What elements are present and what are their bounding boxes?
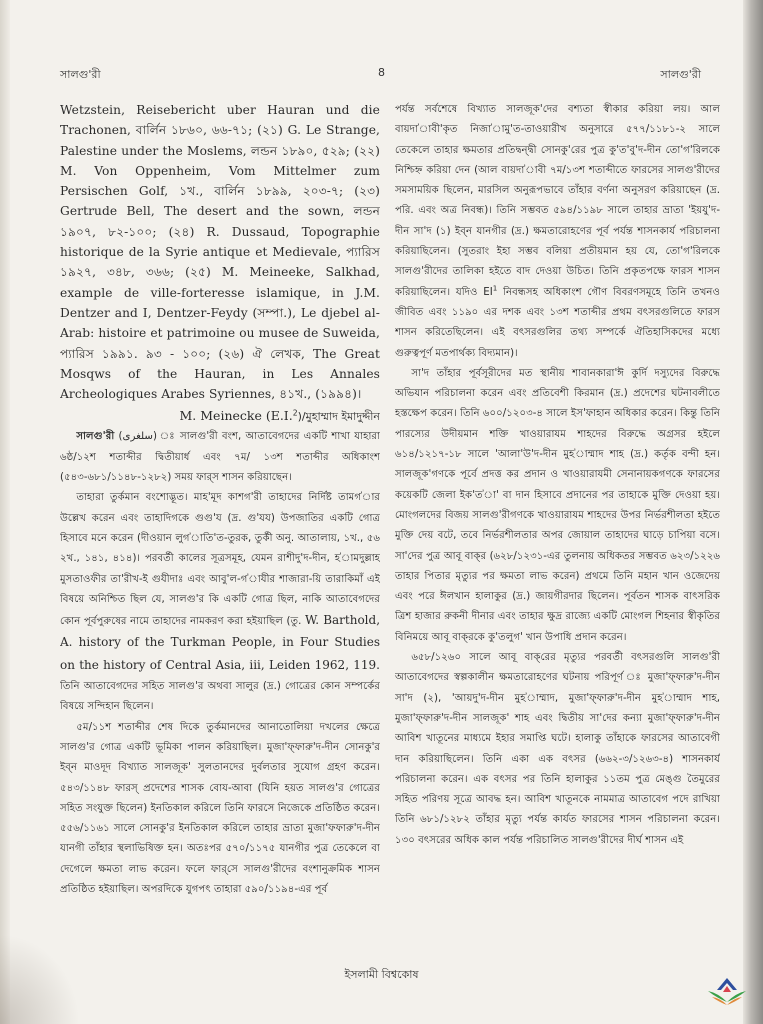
history-paragraph: ৫ম/১১শ শতাব্দীর শেষ দিকে তুর্কমানদের আনাতোলিয়া দখলের ক্ষেত্রে সালগু'র গোত্র একটি ভূমিকা পালন করিয়াছিল। মুজা'ফ্ফারু'দ-দীন সোনকু'র ইব্‌ন মাওদূদ বিখ্যাত সালজূক' সুলতানদের দুর্বলতার সুযোগ গ্রহণ করেন। ৫৪৩/১১৪৮ ফারস্‌ প্রদেশের শাসক বোয-আবা (যিনি হয়ত সালগু'র গোত্রের সহিত সংযুক্ত ছিলেন) ইনতিকাল করিলে তিনি ফারসে নিজেকে প্রতিষ্ঠিত করেন। ৫৫৬/১১৬১ সালে সোনকু'র ইনতিকাল করিলে তাহার ভ্রাতা মুজা'ফফারু'দ-দীন যানগী তাঁহার স্থলাভিষিক্ত হন। অতঃপর ৫৭০/১১৭৫ যানগীর পুত্র তেকেলে বা দেগেলে ক্ষমতা লাভ করেন। ফলে ফার্‌সে সালগু'রীদের বংশানুক্রমিক শাসন প্রতিষ্ঠিত হইয়াছিল। অপরদিকে যুগপৎ তাহারা ৫৯০/১১৯৪-এর পূর্ব bbox=[60, 721, 380, 895]
entry-headword: সালগু'রী bbox=[76, 431, 115, 443]
entry-arabic: (سلغرى) bbox=[118, 431, 157, 443]
right-column bbox=[395, 100, 720, 960]
entry-intro-paragraph bbox=[60, 427, 380, 488]
origin-paragraph bbox=[60, 488, 380, 717]
signature-superscript: 2 bbox=[292, 408, 298, 418]
sad-paragraph: সা'দ তাঁহার পূর্বসূরীদের মত স্থানীয় শাবানকারা'ঈ কুর্দি দস্যুদের বিরুদ্ধে অভিযান পরিচালনা করেন এবং প্রতিবেশী কিরমান (দ্র.) প্রদেশের ঘটনাবলীতে হস্তক্ষেপ করেন। তিনি ৬০০/১২০৩-৪ সালে ইস'ফাহান অধিকার করেন। কিন্তু তিনি পারস্যের উদীয়মান শক্তি খাওয়ারাযম শাহদের বিরুদ্ধে অগ্রসর হইলে ৬১৪/১২১৭-১৮ সালে 'আলা'উ'দ-দীন মুহ'াম্মাদ শাহ (দ্র.) কর্তৃক বন্দী হন। সালজূক'গণকে পূর্বে প্রদত্ত কর প্রদান ও খাওয়ারাযমী সেনানায়কগণকে ফারসের কয়েকটি জেলা ইক'ত'া' বা দান হিসাবে প্রদানের পর তাহাকে মুক্তি দেওয়া হয়। মোংগলদের বিজয় সালগু'রীগণকে খাওয়ারাযম শাহদের উপর নির্ভরশীলতা হইতে মুক্তি দেয় বটে, তবে নির্ভরশীলতার অপর জোয়াল তাহাদের ঘাড়ে চাপিয়া বসে। সা'দের পুত্র আবূ বাক্‌র (৬২৮/১২৩১-এর তুলনায় অধিকতর সম্ভবত ৬২৩/১২২৬ তাহার পিতার মৃত্যুর পর ক্ষমতা লাভ করেন) প্রথমে তিনি মহান খান ওজেদেয় এবং পরে ঈলখান হালাকুর (দ্র.) জায়গীরদার ছিলেন। পূর্বতন শাসক বাৎসরিক ত্রিশ হাজার রুকনী দীনার এবং তাহার ক্ষুদ্র রাজ্যে একটি মোংগল শিহনার স্বীকৃতির বিনিময়ে আবূ বাক্‌রকে কু'তলুগ' খান উপাধি প্রদান করেন। bbox=[395, 367, 720, 643]
barthold-citation: W. Barthold, A. history of the Turkman People, in Four Studies on the history of Central Asia, iii, Leiden 1962, 119. bbox=[60, 613, 380, 672]
logo-inner bbox=[723, 986, 731, 992]
signature-translator: )/মুহাম্মাদ ইমাদুদ্দীন bbox=[297, 410, 380, 424]
book-spine-shadow bbox=[743, 0, 763, 1024]
entry-intro-text: ঃ সালগু'রী বংশ, আতাবেগদের একটি শাখা যাহারা ৬ষ্ঠ/১২শ শতাব্দীর দ্বিতীয়ার্ধ এবং ৭ম/ ১৩শ শতাব্দীর অধিকাংশ (৫৪৩-৬৮১/১১৪৮-১২৮২) সময় ফার্‌স শাসন করিয়াছেন। bbox=[60, 431, 380, 484]
left-column bbox=[60, 100, 380, 960]
article-signature bbox=[60, 406, 380, 427]
bibliography-continued: Wetzstein, Reisebericht uber Hauran und die Trachonen, বার্লিন ১৮৬০, ৬৬-৭১; (২১) G. Le Strange, Palestine under the Moslems, লন্ডন ১৮৯০, ৫২৯; (২২) M. Von Oppenheim, Vom Mittelmer zum Persischen Golf, ১খ., বার্লিন ১৮৯৯, ২০৩-৭; (২৩) Gertrude Bell, The desert and the sown, লন্ডন ১৯০৭, ৮২-১০০; (২৪) R. Dussaud, Topographie historique de la Syrie antique et Medievale, প্যারিস ১৯২৭, ৩৪৮, ৩৬৬; (২৫) M. Meineeke, Salkhad, example de ville-forteresse islamique, in J.M. Dentzer and I, Dentzer-Feydy (সম্পা.), Le djebel al-Arab: histoire et patrimoine ou musee de Suweida, প্যারিস ১৯৯১. ৯৩ - ১০০; (২৬) ঐ লেখক, The Great Mosqws of the Hauran, in Les Annales Archeologiques Arabes Syriennes, ৪১খ., (১৯৯৪)। bbox=[60, 103, 380, 402]
running-head-right: সালগু'রী bbox=[660, 68, 701, 81]
running-head-left: সালগু'রী bbox=[60, 68, 101, 81]
page-number: 8 bbox=[378, 66, 385, 79]
ei-superscript: 1 bbox=[492, 283, 498, 293]
page-edge-left bbox=[0, 0, 10, 1024]
origin-text-end: তিনি আতাবেগদের সহিত সালগু'র অথবা সালুর (দ্র.) গোত্রের কোন সম্পর্কের বিষয়ে সন্দিহান ছিলেন। bbox=[60, 681, 380, 713]
book-logo-icon bbox=[704, 976, 750, 1008]
continued-text: পর্যন্ত সর্বশেষে বিখ্যাত সালজূক'দের বশ্যতা স্বীকার করিয়া লয়। আল বায়দা'াবী'কৃত নিজা'ামু'ত-তাওয়ারীখ অনুসারে ৫৭৭/১১৮১-২ সালে তেকেলে তাহার ক্ষমতার প্রতিদ্বন্দ্বী সোনকু'রের পুত্র কু'ত'বু'দ-দীন তো'গ'রিলকে নিশ্চিহ্ন করিয়া দেন (আল বায়দা'াবী ৭ম/১৩শ শতাব্দীতে ফারসের সালগু'রীদের সমসাময়িক ছিলেন, মারসিল অনুরূপভাবে তাঁহার বর্ণনা অনুসরণ করিয়াছেন (দ্র. পরি. এবং অত্র নিবন্ধ)। তিনি সম্ভবত ৫৯৪/১১৯৮ সালে তাহার ভ্রাতা 'ইয়যু'দ-দীন সা'দ (১) ইব্‌ন যানগীর (দ্র.) ক্ষমতারোহণের পূর্ব পর্যন্ত শাসনকার্য পরিচালনা করিয়াছিলেন। (সুতরাং ইহা সম্ভব বলিয়া প্রতীয়মান হয় যে, তো'গ'রিলকে সালগু'রীদের তালিকা হইতে বাদ দেওয়া উচিত। তিনি প্রকৃতপক্ষে ফারস শাসন করিয়াছিলেন। যদিও EI bbox=[395, 104, 720, 298]
continued-paragraph bbox=[395, 100, 720, 364]
decline-paragraph: ৬৫৮/১২৬০ সালে আবূ বাক্‌রের মৃত্যুর পরবর্তী বৎসরগুলি সালগু'রী আতাবেগদের স্বল্পকালীন ক্ষমতারোহণের ঘটনায় পরিপূর্ণ ঃ মুজা'ফ্ফারু'দ-দীন সা'দ (২), 'আয়দু'দ-দীন মুহ'াম্মাদ, মুজা'ফ্ফারু'দ-দীন মুহ'াম্মাদ শাহ, মুজা'ফ্ফারু'দ-দীন সালজূক' শাহ এবং দ্বিতীয় সা'দের কন্যা মুজা'ফ্ফারু'দ-দীন আবিশ খাতূনের মাধ্যমে ইহার সমাপ্তি ঘটে। হালাকু তাঁহাকে ফারসের আতাবেগী দান করিয়াছিলেন। তিনি একা এক বৎসর (৬৬২-৩/১২৬৩-৪) শাসনকার্য পরিচালনা করেন। এক বৎসর পর তিনি হালাকুর ১১তম পুত্র মেঙ্গু তৈমুরের সহিত পরিণয় সূত্রে আবদ্ধ হন। আবিশ খাতূনকে নামমাত্র আতাবেগ পদে রাখিয়া তিনি ৬৮১/১২৮২ তাঁহার মৃত্যু পর্যন্ত কার্যত ফারসের শাসন পরিচালনা করেন। ১৩০ বৎসরের অধিক কাল পর্যন্ত পরিচালিত সালগু'রীদের দীর্ঘ শাসন এই bbox=[395, 652, 720, 846]
signature-author: M. Meinecke (E.I. bbox=[179, 408, 293, 424]
continued-text-end: নিবন্ধসহ অধিকাংশ গৌণ বিবরণসমূহে তিনি তখনও জীবিত এবং ১১৯০ এর দশক এবং ১৩শ শতাব্দীর প্রথম বৎসরগুলিতে ফারস শাসন করিতেছিলেন। এই বৎসরগুলির তথ্য সম্পর্কে ঐতিহাসিকদের মধ্যে গুরুত্বপূর্ণ মতপার্থক্য বিদ্যমান)। bbox=[395, 286, 720, 359]
origin-text: তাহারা তুর্কমান বংশোদ্ভূত। মাহ'মূদ কাশগ'রী তাহাদের নির্দিষ্ট তামগ'ার উল্লেখ করেন এবং তাহাদিগকে গুগু'য (দ্র. গু'যয) উপজাতির একটি গোত্র হিসাবে মনে করেন (দীওয়ান লুগ'াতি'ত-তুরক, তুর্কী অনু. আতালায়, ১খ., ৫৬ ২খ., ১৪১, ৪১৪)। পরবর্তী কালের সূত্রসমূহ, যেমন রাশীদু'দ-দীন, হ'ামদুল্লাহ মুসতাওফীর তা'রীখ-ই গুযীদাঃ এবং আবু'ল-গ'াযীর শাজারা-য়ি তারাকিমাঁ এই বিষয়ে অনিশ্চিত ছিল যে, সালগু'র কি একটি গোত্র ছিল, নাকি আতাবেগদের কোন পূর্বপুরুষের নামে তাহাদের নামকরণ করা হইয়াছিল (তু. bbox=[60, 492, 380, 628]
footer-title: ইসলামী বিশ্বকোষ bbox=[344, 968, 419, 981]
